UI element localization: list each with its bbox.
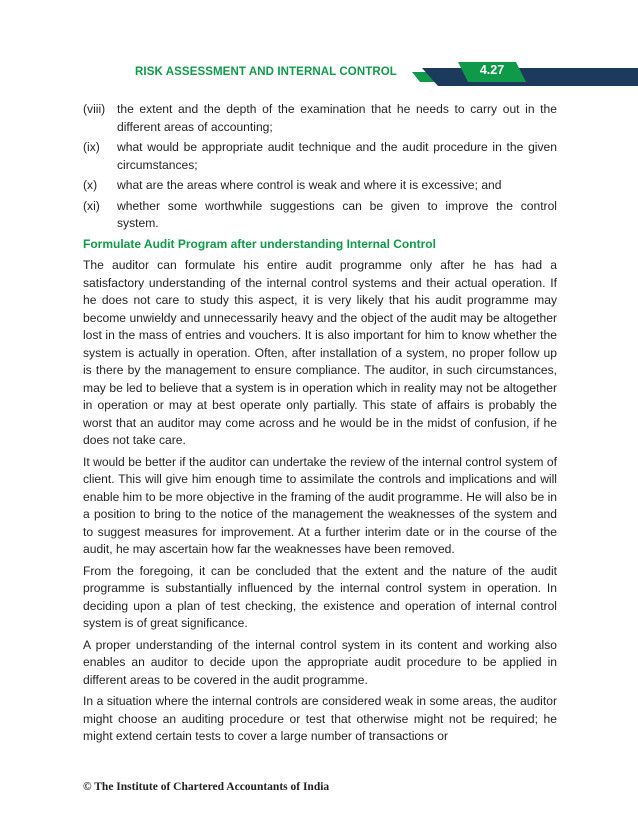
paragraph: The auditor can formulate his entire audit programme only after he has had a satisfactory understanding of the internal control systems and their actual operation. If he does not care to study this aspect, it is very likely that his audit programme may become unwieldy and unnecessarily heavy and the object of the audit may be altogether lost in the mass of entries and vouchers. It is also important for him to know whether the system is actually in operation. Often, after installation of a system, no proper follow up is there by the management to ensure compliance. The auditor, in such circumstances, may be led to believe that a system is in operation which in reality may not be altogether in operation or may at best operate only partially. This state of affairs is probably the worst that an auditor may come across and he would be in the midst of confusion, if he does not take care.	[83, 258, 557, 447]
page-number: 4.27	[479, 63, 505, 77]
list-item	[83, 139, 557, 174]
header-banner-shape	[412, 60, 638, 90]
paragraph: From the foregoing, it can be concluded that the extent and the nature of the audit programme is substantially influenced by the internal control system in operation. In deciding upon a plan of test checking, the existence and operation of internal control system is of great significance.	[83, 563, 557, 630]
list-item-text: what would be appropriate audit technique and the audit procedure in the given circumstances;	[117, 140, 557, 172]
paragraph: A proper understanding of the internal control system in its content and working also enables an auditor to decide upon the appropriate audit procedure to be applied in different areas to be covered in the audit programme.	[83, 637, 557, 687]
copyright-footer: © The Institute of Chartered Accountants of India	[83, 781, 330, 793]
paragraph: In a situation where the internal controls are considered weak in some areas, the auditor might choose an auditing procedure or test that otherwise might not be required; he might extend certain tests to cover a large number of transactions or	[83, 694, 557, 743]
list-item-text: whether some worthwhile suggestions can be given to improve the control system.	[117, 198, 557, 230]
list-item-text: the extent and the depth of the examination that he needs to carry out in the different areas of accounting;	[117, 102, 557, 134]
header-banner-dark-band	[422, 68, 638, 86]
list-item-number: (xi)	[83, 198, 100, 213]
list-item-text: what are the areas where control is weak and where it is excessive; and	[117, 178, 502, 192]
paragraph: It would be better if the auditor can undertake the review of the internal control system of client. This will give him enough time to assimilate the controls and implications and will enable him to be more objective in the framing of the audit programme. He will also be in a position to bring to the notice of the management the weaknesses of the system and to suggest measures for improvement. At a further interim date or in the course of the audit, he may ascertain how far the weaknesses have been removed.	[83, 454, 557, 556]
list-item-number: (x)	[83, 178, 98, 192]
list-item	[83, 177, 557, 195]
list-item	[83, 101, 557, 136]
section-heading: Formulate Audit Program after understanding Internal Control	[83, 236, 436, 251]
list-item-number: (ix)	[83, 140, 100, 154]
list-item-number: (viii)	[83, 102, 106, 116]
running-header-title: RISK ASSESSMENT AND INTERNAL CONTROL	[135, 66, 397, 78]
list-item	[83, 198, 557, 233]
page-body	[83, 101, 557, 750]
